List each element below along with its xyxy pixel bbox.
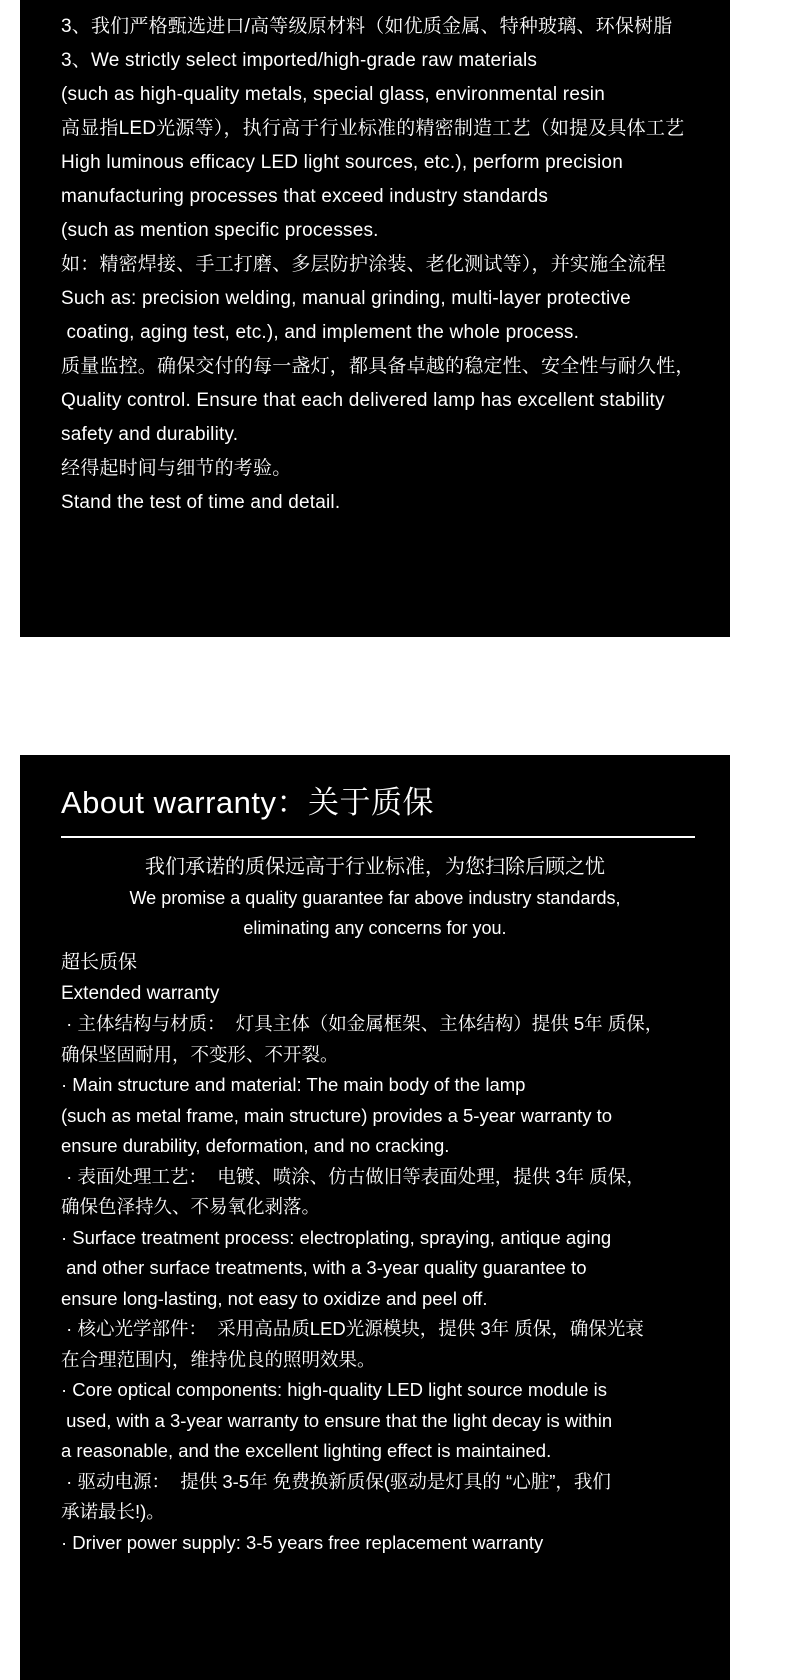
materials-line: High luminous efficacy LED light sources, etc.), perform precision xyxy=(61,152,623,173)
materials-line: (such as mention specific processes. xyxy=(61,220,379,241)
warranty-item-line: · Main structure and material: The main body of the lamp xyxy=(61,1074,526,1095)
materials-line: 3、We strictly select imported/high-grade raw materials xyxy=(61,50,538,71)
warranty-promise xyxy=(20,838,730,943)
promise-line-en: We promise a quality guarantee far above industry standards, xyxy=(129,888,621,908)
materials-section xyxy=(20,0,730,637)
materials-line: 如：精密焊接、手工打磨、多层防护涂装、老化测试等），并实施全流程 xyxy=(61,254,666,275)
warranty-item-line: 确保色泽持久、不易氧化剥落。 xyxy=(61,1196,321,1217)
warranty-item-line: · 核心光学部件： 采用高品质LED光源模块，提供 3年 质保，确保光衰 xyxy=(61,1318,644,1339)
extended-warranty-heading-en: Extended warranty xyxy=(61,983,220,1004)
materials-line: manufacturing processes that exceed industry standards xyxy=(61,186,549,207)
warranty-item-line: · 驱动电源： 提供 3-5年 免费换新质保(驱动是灯具的 “心脏”，我们 xyxy=(61,1470,611,1492)
materials-line: 质量监控。确保交付的每一盏灯，都具备卓越的稳定性、安全性与耐久性， xyxy=(61,356,695,377)
warranty-item-line: · Core optical components: high-quality LED light source module is xyxy=(61,1379,608,1400)
materials-line: Stand the test of time and detail. xyxy=(61,492,341,513)
warranty-item-line: ensure long-lasting, not easy to oxidize and peel off. xyxy=(61,1287,488,1309)
warranty-heading: About warranty：关于质保 xyxy=(61,785,434,820)
materials-line: 3、我们严格甄选进口/高等级原材料（如优质金属、特种玻璃、环保树脂 xyxy=(61,16,673,37)
warranty-item-line: · Surface treatment process: electroplating, spraying, antique aging xyxy=(61,1226,612,1248)
warranty-item-line: a reasonable, and the excellent lighting effect is maintained. xyxy=(61,1440,552,1461)
promise-line-cn: 我们承诺的质保远高于行业标准，为您扫除后顾之忧 xyxy=(145,856,605,878)
warranty-item-line: (such as metal frame, main structure) provides a 5-year warranty to xyxy=(61,1104,613,1126)
warranty-item-line: 在合理范围内，维持优良的照明效果。 xyxy=(61,1348,376,1370)
warranty-item-line: · Driver power supply: 3-5 years free replacement warranty xyxy=(61,1531,544,1553)
promise-line-en: eliminating any concerns for you. xyxy=(243,918,507,938)
materials-line: 高显指LED光源等），执行高于行业标准的精密制造工艺（如提及具体工艺 xyxy=(61,118,685,139)
materials-line: coating, aging test, etc.), and implement the whole process. xyxy=(61,322,580,343)
warranty-item-line: 承诺最长!)。 xyxy=(61,1501,165,1522)
warranty-section xyxy=(20,755,730,1680)
warranty-item-line: · 主体结构与材质： 灯具主体（如金属框架、主体结构）提供 5年 质保， xyxy=(61,1013,664,1034)
materials-line: 经得起时间与细节的考验。 xyxy=(61,458,292,479)
warranty-item-line: and other surface treatments, with a 3-year quality guarantee to xyxy=(61,1257,587,1278)
warranty-item-line: · 表面处理工艺： 电镀、喷涂、仿古做旧等表面处理，提供 3年 质保， xyxy=(61,1165,645,1187)
warranty-item-line: used, with a 3-year warranty to ensure that the light decay is within xyxy=(61,1409,613,1431)
materials-line: safety and durability. xyxy=(61,424,239,445)
warranty-item-line: ensure durability, deformation, and no cracking. xyxy=(61,1135,450,1156)
materials-line: Such as: precision welding, manual grinding, multi-layer protective xyxy=(61,288,631,309)
materials-line: Quality control. Ensure that each delivered lamp has excellent stability xyxy=(61,390,665,411)
extended-warranty-heading-cn: 超长质保 xyxy=(61,952,138,973)
warranty-item-line: 确保坚固耐用，不变形、不开裂。 xyxy=(61,1043,339,1065)
materials-line: (such as high-quality metals, special glass, environmental resin xyxy=(61,84,605,105)
